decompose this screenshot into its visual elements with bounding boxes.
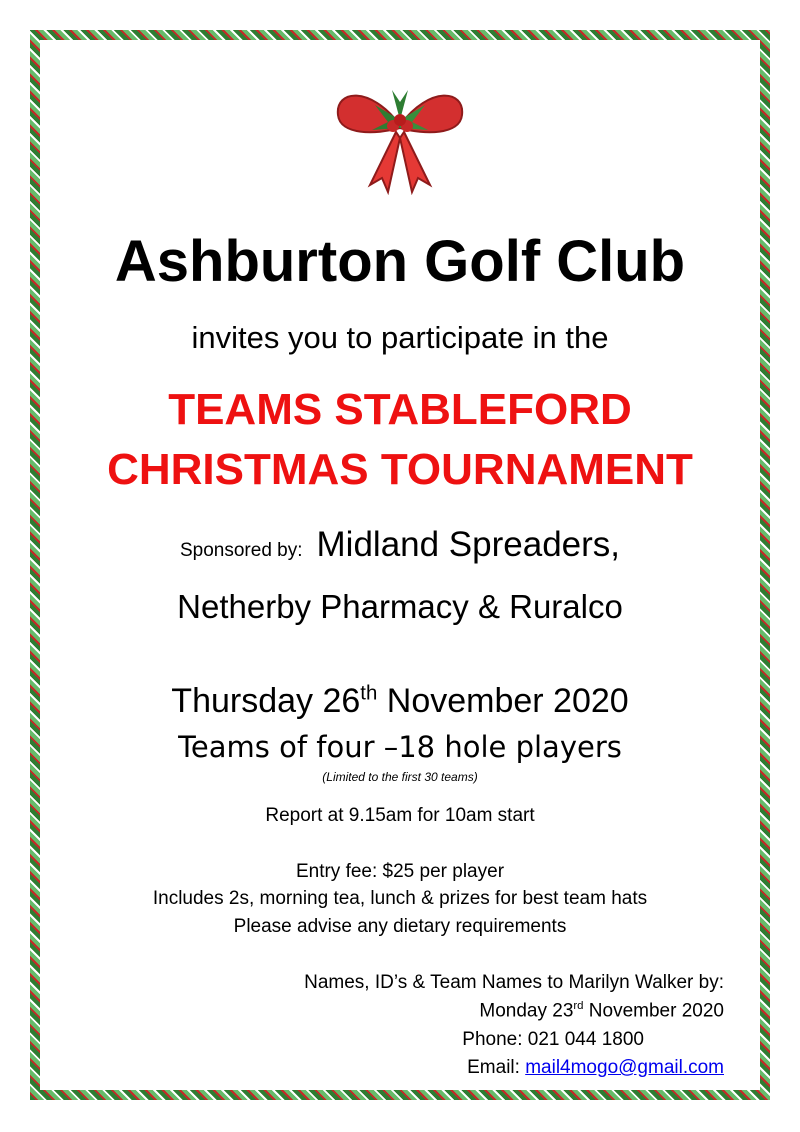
deadline-prefix: Monday 23 [479, 1000, 574, 1022]
teams-info: Teams of four –18 hole players [178, 730, 622, 764]
dietary-note: Please advise any dietary requirements [233, 916, 567, 937]
invite-text: invites you to participate in the [191, 320, 609, 355]
names-instruction: Names, ID’s & Team Names to Marilyn Walker by: [304, 972, 724, 993]
deadline [479, 1000, 724, 1022]
deadline-suffix: rd [573, 1000, 584, 1012]
date-suffix: th [360, 682, 378, 705]
sponsor-name-1: Midland Spreaders, [316, 525, 621, 564]
date-prefix: Thursday 26 [171, 682, 361, 720]
sponsor-name-2: Netherby Pharmacy & Ruralco [177, 588, 623, 625]
date-rest: November 2020 [377, 682, 629, 720]
event-title-line1: TEAMS STABLEFORD [168, 385, 632, 434]
club-title: Ashburton Golf Club [114, 229, 686, 294]
entry-fee: Entry fee: $25 per player [295, 861, 505, 882]
deadline-rest: November 2020 [583, 1000, 724, 1022]
phone-number: Phone: 021 044 1800 [462, 1029, 644, 1050]
email-line [467, 1057, 724, 1079]
christmas-bow-icon [330, 80, 470, 195]
report-time: Report at 9.15am for 10am start [265, 805, 535, 826]
email-link[interactable]: mail4mogo@gmail.com [525, 1057, 724, 1078]
includes-info: Includes 2s, morning tea, lunch & prizes for best team hats [152, 888, 648, 909]
sponsor-line [0, 525, 800, 565]
event-date [0, 682, 800, 721]
sponsor-label: Sponsored by: [179, 540, 303, 561]
team-limit-note: (Limited to the first 30 teams) [322, 770, 478, 784]
event-title-line2: CHRISTMAS TOURNAMENT [107, 445, 693, 494]
email-label: Email: [467, 1057, 526, 1078]
